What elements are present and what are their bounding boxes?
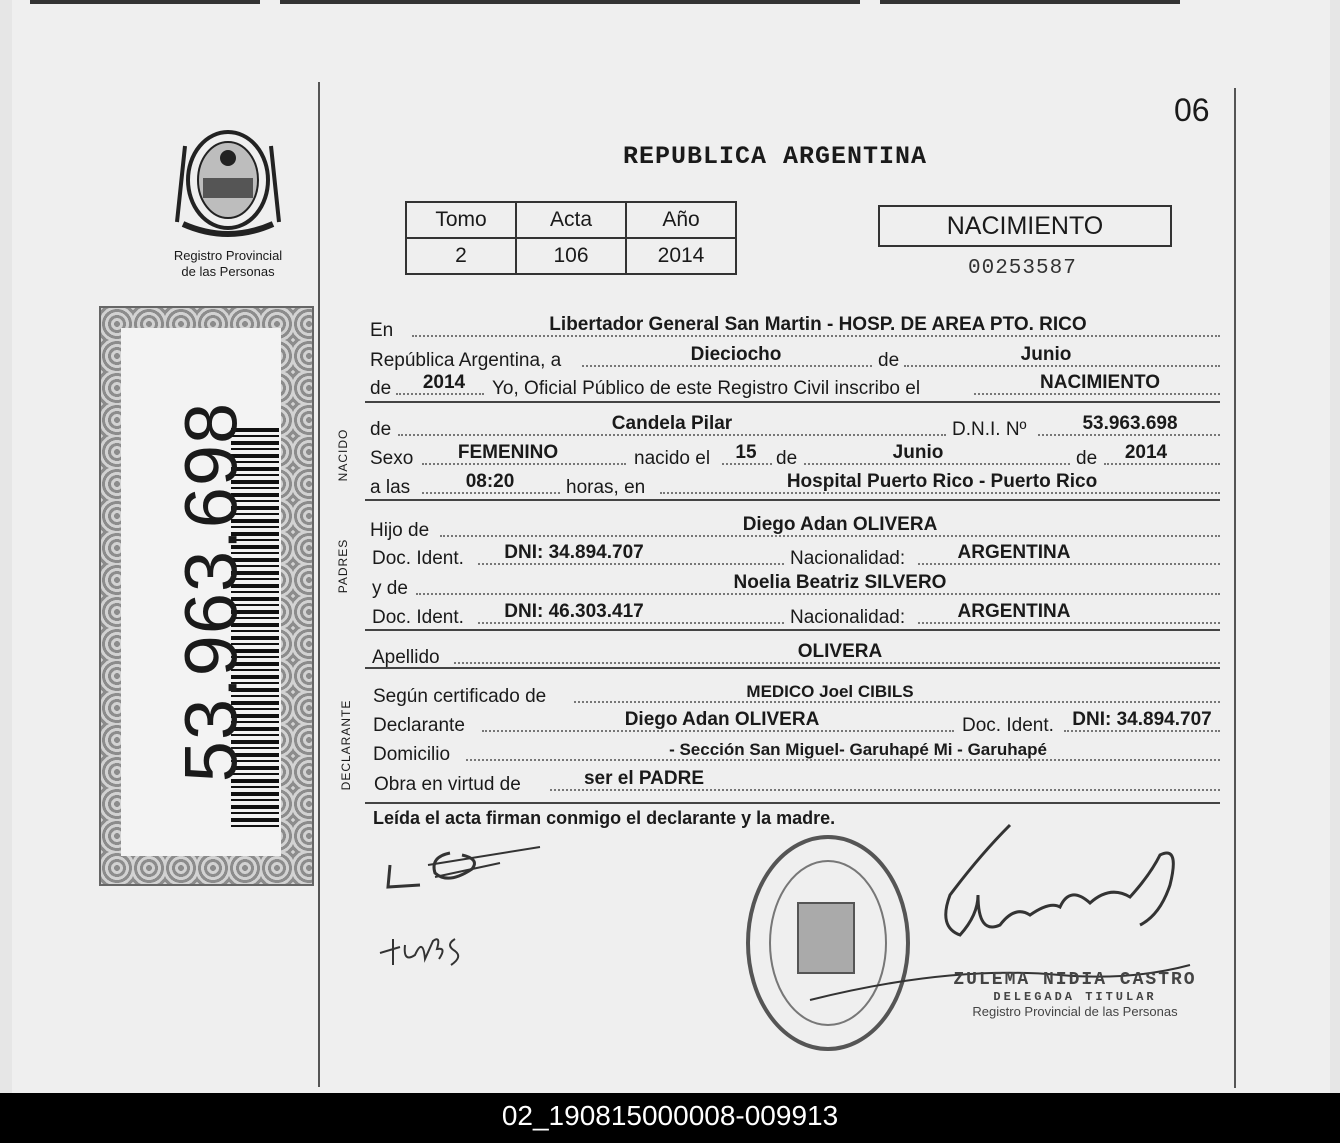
row-padre-doc <box>370 542 1220 572</box>
registry-label-line2: de las Personas <box>181 264 275 279</box>
margin-line-right <box>1234 88 1236 1088</box>
security-strip <box>99 306 314 886</box>
row-hora-lugar <box>370 471 1220 501</box>
value-padre-doc: DNI: 34.894.707 <box>504 542 644 563</box>
label-de2: de <box>370 378 392 399</box>
official-seal <box>950 970 1200 1019</box>
label-obra: Obra en virtud de <box>374 774 521 795</box>
value-lugar: Libertador General San Martin - HOSP. DE AREA PTO. RICO <box>549 314 1087 335</box>
row-madre <box>370 572 1220 602</box>
row-sexo-nacimiento <box>370 442 1220 472</box>
row-lugar <box>370 314 1220 344</box>
label-en: En <box>370 320 394 341</box>
document-title: REPUBLICA ARGENTINA <box>622 142 928 171</box>
value-nombre: Candela Pilar <box>611 413 733 434</box>
value-declarante: Diego Adan OLIVERA <box>624 709 820 730</box>
label-a-las: a las <box>370 477 411 498</box>
header-anio: Año <box>626 202 736 238</box>
label-de: de <box>878 350 900 371</box>
value-tomo: 2 <box>406 238 516 274</box>
label-de-mes: de <box>776 448 798 469</box>
row-nombre <box>370 413 1220 443</box>
value-madre-nac: ARGENTINA <box>957 601 1071 622</box>
row-anio-inscripcion <box>370 372 1220 402</box>
top-edge-line <box>280 0 860 4</box>
label-segun: Según certificado de <box>373 686 547 707</box>
value-tipo: NACIMIENTO <box>1040 372 1160 393</box>
value-lugar-nac: Hospital Puerto Rico - Puerto Rico <box>786 471 1098 492</box>
label-apellido: Apellido <box>372 647 440 668</box>
label-doc-ident2: Doc. Ident. <box>372 607 464 628</box>
label-domicilio: Domicilio <box>373 744 451 765</box>
value-hora: 08:20 <box>465 471 515 492</box>
value-anio-nac: 2014 <box>1124 442 1168 463</box>
record-type-box: NACIMIENTO <box>878 205 1172 247</box>
label-hijo-de: Hijo de <box>370 520 430 541</box>
top-edge-line <box>30 0 260 4</box>
label-de-anio: de <box>1076 448 1098 469</box>
row-padre <box>370 514 1220 544</box>
label-declarante: Declarante <box>373 715 465 736</box>
official-name: ZULEMA NIDIA CASTRO <box>953 970 1197 990</box>
page-number: 06 <box>1174 92 1210 128</box>
value-anio-inscripcion: 2014 <box>422 372 466 393</box>
row-domicilio <box>370 738 1220 768</box>
separator-line <box>365 802 1220 804</box>
section-label-padres: PADRES <box>336 538 350 594</box>
label-de-nombre: de <box>370 419 392 440</box>
value-domicilio: - Sección San Miguel- Garuhapé Mi - Garuhapé <box>669 740 1047 759</box>
signature-mother-icon <box>375 925 475 975</box>
label-sexo: Sexo <box>370 448 414 469</box>
label-doc-ident3: Doc. Ident. <box>962 715 1054 736</box>
value-dni: 53.963.698 <box>1082 413 1178 434</box>
label-nacionalidad: Nacionalidad: <box>790 548 906 569</box>
official-role: DELEGADA TITULAR <box>993 990 1157 1004</box>
province-coat-of-arms-icon <box>175 126 281 244</box>
value-padre-nac: ARGENTINA <box>957 542 1071 563</box>
row-fecha-inscripcion <box>370 344 1220 374</box>
registry-table-value-row <box>406 238 736 274</box>
value-mes-inscripcion: Junio <box>1020 344 1072 365</box>
section-label-nacido: NACIDO <box>336 428 350 482</box>
closing-statement: Leída el acta firman conmigo el declarante y la madre. <box>373 808 836 828</box>
value-madre-doc: DNI: 46.303.417 <box>504 601 644 622</box>
value-sexo: FEMENINO <box>457 442 559 463</box>
value-anio: 2014 <box>626 238 736 274</box>
label-nacido-el: nacido el <box>634 448 711 469</box>
row-declarante <box>370 709 1220 739</box>
label-yo: Yo, Oficial Público de este Registro Civil inscribo el <box>492 378 921 399</box>
registry-label-line1: Registro Provincial <box>173 248 283 263</box>
top-edge-line <box>880 0 1180 4</box>
serial-number: 00253587 <box>968 257 1077 280</box>
registry-label <box>160 248 296 280</box>
official-org: Registro Provincial de las Personas <box>972 1004 1178 1019</box>
value-dia-nac: 15 <box>735 442 757 463</box>
scan-file-id: 02_190815000008-009913 <box>0 1093 1340 1143</box>
signature-initials-icon <box>380 835 550 895</box>
value-acta: 106 <box>516 238 626 274</box>
row-madre-doc <box>370 601 1220 631</box>
label-republica: República Argentina, a <box>370 350 562 371</box>
margin-line-left <box>318 82 320 1087</box>
label-horas-en: horas, en <box>566 477 646 498</box>
value-madre: Noelia Beatriz SILVERO <box>733 572 947 593</box>
label-dni: D.N.I. Nº <box>952 419 1027 440</box>
value-certificado: MEDICO Joel CIBILS <box>746 682 914 701</box>
header-acta: Acta <box>516 202 626 238</box>
row-certificado <box>370 680 1220 710</box>
registry-table-header-row <box>406 202 736 238</box>
label-nacionalidad2: Nacionalidad: <box>790 607 906 628</box>
section-label-declarante: DECLARANTE <box>339 699 353 791</box>
value-obra: ser el PADRE <box>583 768 705 789</box>
row-obra <box>370 768 1220 798</box>
label-y-de: y de <box>372 578 408 599</box>
label-doc-ident: Doc. Ident. <box>372 548 464 569</box>
security-strip-inner <box>121 328 281 856</box>
value-dia-inscripcion: Dieciocho <box>690 344 782 365</box>
value-apellido: OLIVERA <box>797 641 883 662</box>
value-padre: Diego Adan OLIVERA <box>742 514 938 535</box>
value-mes-nac: Junio <box>892 442 944 463</box>
header-tomo: Tomo <box>406 202 516 238</box>
registry-table <box>405 201 737 275</box>
side-dni-number: 53.963.698 <box>169 401 253 783</box>
value-declarante-doc: DNI: 34.894.707 <box>1072 709 1212 730</box>
row-apellido <box>370 641 1220 671</box>
